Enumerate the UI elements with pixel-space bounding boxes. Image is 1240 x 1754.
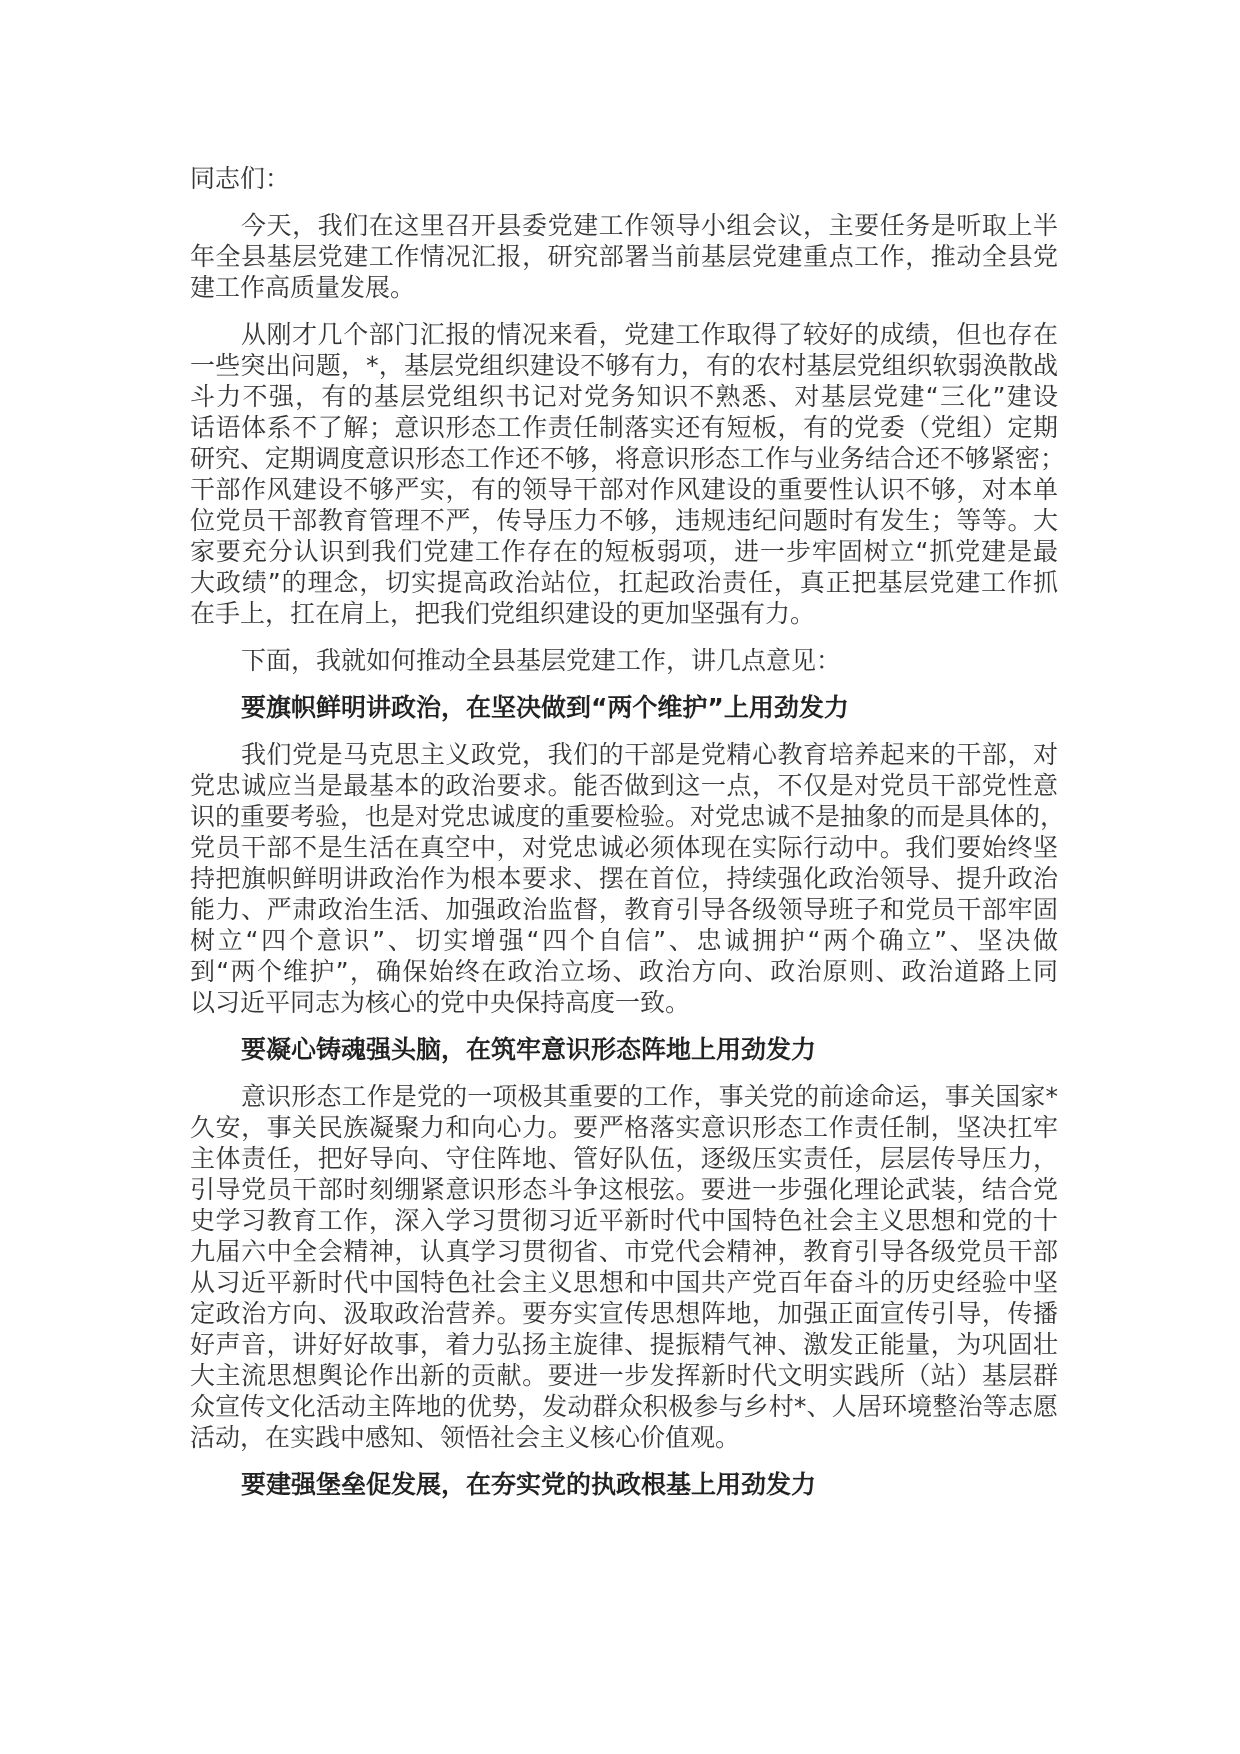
text-line: 意识形态工作是党的一项极其重要的工作，事关党的前途命运，事关国家* (241, 1082, 1058, 1111)
text-line: 家要充分认识到我们党建工作存在的短板弱项，进一步牢固树立“抓党建是最 (190, 537, 1058, 566)
text-line: 要建强堡垒促发展，在夯实党的执政根基上用劲发力 (241, 1470, 817, 1499)
text-line: 从刚才几个部门汇报的情况来看，党建工作取得了较好的成绩，但也存在 (241, 320, 1058, 349)
text-line: 从习近平新时代中国特色社会主义思想和中国共产党百年奋斗的历史经验中坚 (190, 1268, 1058, 1297)
text-line: 我们党是马克思主义政党，我们的干部是党精心教育培养起来的干部，对 (241, 740, 1058, 769)
text-line: 能力、严肃政治生活、加强政治监督，教育引导各级领导班子和党员干部牢固 (190, 895, 1058, 924)
paragraph (190, 645, 1058, 676)
section-heading (190, 1034, 1058, 1065)
text-line: 大政绩”的理念，切实提高政治站位，扛起政治责任，真正把基层党建工作抓 (190, 568, 1058, 597)
text-line: 干部作风建设不够严实，有的领导干部对作风建设的重要性认识不够，对本单 (190, 475, 1058, 504)
text-line: 持把旗帜鲜明讲政治作为根本要求、摆在首位，持续强化政治领导、提升政治 (190, 864, 1058, 893)
text-line: 九届六中全会精神，认真学习贯彻省、市党代会精神，教育引导各级党员干部 (190, 1237, 1058, 1266)
text-line: 在手上，扛在肩上，把我们党组织建设的更加坚强有力。 (190, 599, 816, 628)
text-line: 党忠诚应当是最基本的政治要求。能否做到这一点，不仅是对党员干部党性意 (190, 771, 1058, 800)
text-line: 以习近平同志为核心的党中央保持高度一致。 (190, 988, 691, 1017)
text-line: 党员干部不是生活在真空中，对党忠诚必须体现在实际行动中。我们要始终坚 (190, 833, 1058, 862)
section-heading (190, 692, 1058, 723)
text-line: 年全县基层党建工作情况汇报，研究部署当前基层党建重点工作，推动全县党 (190, 242, 1058, 271)
text-line: 斗力不强，有的基层党组织书记对党务知识不熟悉、对基层党建“三化”建设 (190, 382, 1058, 411)
text-line: 建工作高质量发展。 (190, 273, 416, 302)
text-line: 引导党员干部时刻绷紧意识形态斗争这根弦。要进一步强化理论武装，结合党 (190, 1175, 1058, 1204)
paragraph (190, 739, 1066, 1018)
text-line: 要凝心铸魂强头脑，在筑牢意识形态阵地上用劲发力 (241, 1035, 817, 1064)
section-heading (190, 1469, 1058, 1500)
text-line: 到“两个维护”，确保始终在政治立场、政治方向、政治原则、政治道路上同 (190, 957, 1058, 986)
paragraph (190, 1081, 1058, 1453)
text-line: 识的重要考验，也是对党忠诚度的重要检验。对党忠诚不是抽象的而是具体的， (190, 802, 1066, 831)
text-line: 下面，我就如何推动全县基层党建工作，讲几点意见： (241, 646, 842, 675)
text-line: 树立“四个意识”、切实增强“四个自信”、忠诚拥护“两个确立”、坚决做 (190, 926, 1058, 955)
document-body (190, 163, 1066, 1516)
text-line: 久安，事关民族凝聚力和向心力。要严格落实意识形态工作责任制，坚决扛牢 (190, 1113, 1058, 1142)
text-line: 定政治方向、汲取政治营养。要夯实宣传思想阵地，加强正面宣传引导，传播 (190, 1299, 1058, 1328)
text-line: 众宣传文化活动主阵地的优势，发动群众积极参与乡村*、人居环境整治等志愿 (190, 1392, 1058, 1421)
text-line: 史学习教育工作，深入学习贯彻习近平新时代中国特色社会主义思想和党的十 (190, 1206, 1058, 1235)
text-line: 话语体系不了解；意识形态工作责任制落实还有短板，有的党委（党组）定期 (190, 413, 1058, 442)
text-line: 位党员干部教育管理不严，传导压力不够，违规违纪问题时有发生；等等。大 (190, 506, 1058, 535)
paragraph (190, 319, 1066, 629)
text-line: 大主流思想舆论作出新的贡献。要进一步发挥新时代文明实践所（站）基层群 (190, 1361, 1058, 1390)
text-line: 要旗帜鲜明讲政治，在坚决做到“两个维护”上用劲发力 (241, 693, 849, 722)
text-line: 今天，我们在这里召开县委党建工作领导小组会议，主要任务是听取上半 (241, 211, 1058, 240)
text-line: 主体责任，把好导向、守住阵地、管好队伍，逐级压实责任，层层传导压力， (190, 1144, 1058, 1173)
text-line: 研究、定期调度意识形态工作还不够，将意识形态工作与业务结合还不够紧密； (190, 444, 1066, 473)
text-line: 活动，在实践中感知、领悟社会主义核心价值观。 (190, 1423, 741, 1452)
salutation (190, 163, 1058, 194)
paragraph (190, 210, 1058, 303)
text-line: 同志们： (190, 164, 291, 193)
text-line: 好声音，讲好好故事，着力弘扬主旋律、提振精气神、激发正能量，为巩固壮 (190, 1330, 1058, 1359)
text-line: 一些突出问题，*，基层党组织建设不够有力，有的农村基层党组织软弱涣散战 (190, 351, 1058, 380)
